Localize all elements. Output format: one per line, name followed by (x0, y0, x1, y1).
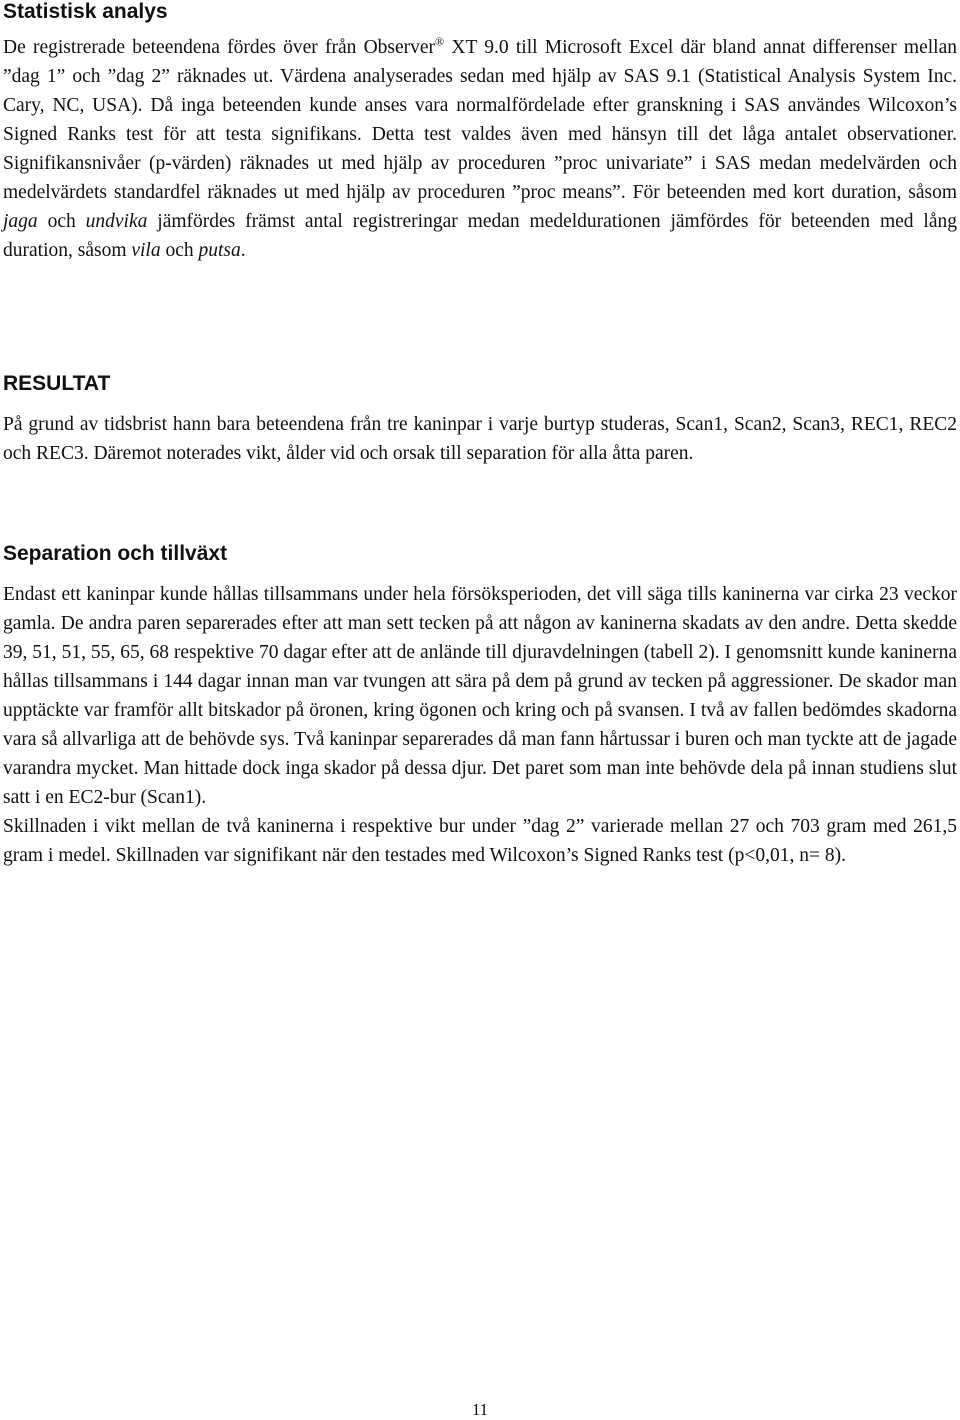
paragraph-text: De registrerade beteendena fördes över från Observer (3, 37, 436, 58)
section-heading-resultat: RESULTAT (3, 372, 111, 395)
italic-term-jaga: jaga (3, 211, 38, 232)
section-heading-statistisk-analys: Statistisk analys (3, 0, 168, 23)
section-heading-separation: Separation och tillväxt (3, 542, 228, 565)
registered-trademark-symbol: ® (435, 34, 445, 49)
paragraph-text: och (37, 211, 86, 232)
italic-term-vila: vila (131, 240, 161, 261)
page-number: 11 (471, 1400, 489, 1419)
paragraph-text: XT 9.0 till Microsoft Excel där bland annat differenser mellan ”dag 1” och ”dag 2” räknades ut. Värdena analyserades sedan med hjälp av SAS 9.1 (Statistical Analysis System Inc. Cary, NC, USA). Då inga beteenden kunde anses vara normalfördelade efter granskning i SAS användes Wilcoxon’s Signed Ranks test för att testa signifikans. Detta test valdes även med hänsyn till det låga antalet observationer. Signifikansnivåer (p-värden) räknades ut med hjälp av proceduren ”proc univariate” i SAS medan medelvärden och medelvärdets standardfel räknades ut med hjälp av proceduren ”proc means”. För beteenden med kort duration, såsom (3, 37, 957, 203)
paragraph-separation-2: Skillnaden i vikt mellan de två kaninerna i respektive bur under ”dag 2” varierade mellan 27 och 703 gram med 261,5 gram i medel. Skillnaden var signifikant när den testades med Wilcoxon’s Signed Ranks test (p<0,01, n= 8). (3, 816, 957, 866)
paragraph-text: och (160, 240, 199, 261)
paragraph-statistisk-analys (3, 33, 957, 265)
italic-term-undvika: undvika (85, 211, 148, 232)
paragraph-resultat: På grund av tidsbrist hann bara beteendena från tre kaninpar i varje burtyp studeras, Scan1, Scan2, Scan3, REC1, REC2 och REC3. Däremot noterades vikt, ålder vid och orsak till separation för alla åtta paren. (3, 414, 957, 464)
paragraph-separation-1: Endast ett kaninpar kunde hållas tillsammans under hela försöksperioden, det vill säga tills kaninerna var cirka 23 veckor gamla. De andra paren separerades efter att man sett tecken på att någon av kaninerna skadats av den andre. Detta skedde 39, 51, 51, 55, 65, 68 respektive 70 dagar efter att de anlände till djuravdelningen (tabell 2). I genomsnitt kunde kaninerna hållas tillsammans i 144 dagar innan man var tvungen att sära på dem på grund av tecken på aggressioner. De skador man upptäckte var framför allt bitskador på öronen, kring ögonen och kring och på svansen. I två av fallen bedömdes skadorna vara så allvarliga att de behövde sys. Två kaninpar separerades då man fann hårtussar i buren och man tyckte att de jagade varandra mycket. Man hittade dock inga skador på dessa djur. Det paret som man inte behövde dela på innan studiens slut satt i en EC2-bur (Scan1). (3, 584, 957, 808)
separation-body (3, 580, 957, 870)
italic-term-putsa: putsa (198, 240, 241, 261)
paragraph-text: jämfördes främst antal registreringar medan medeldurationen jämfördes för beteenden med lång duration, såsom (3, 211, 958, 261)
paragraph-text: . (240, 240, 246, 261)
